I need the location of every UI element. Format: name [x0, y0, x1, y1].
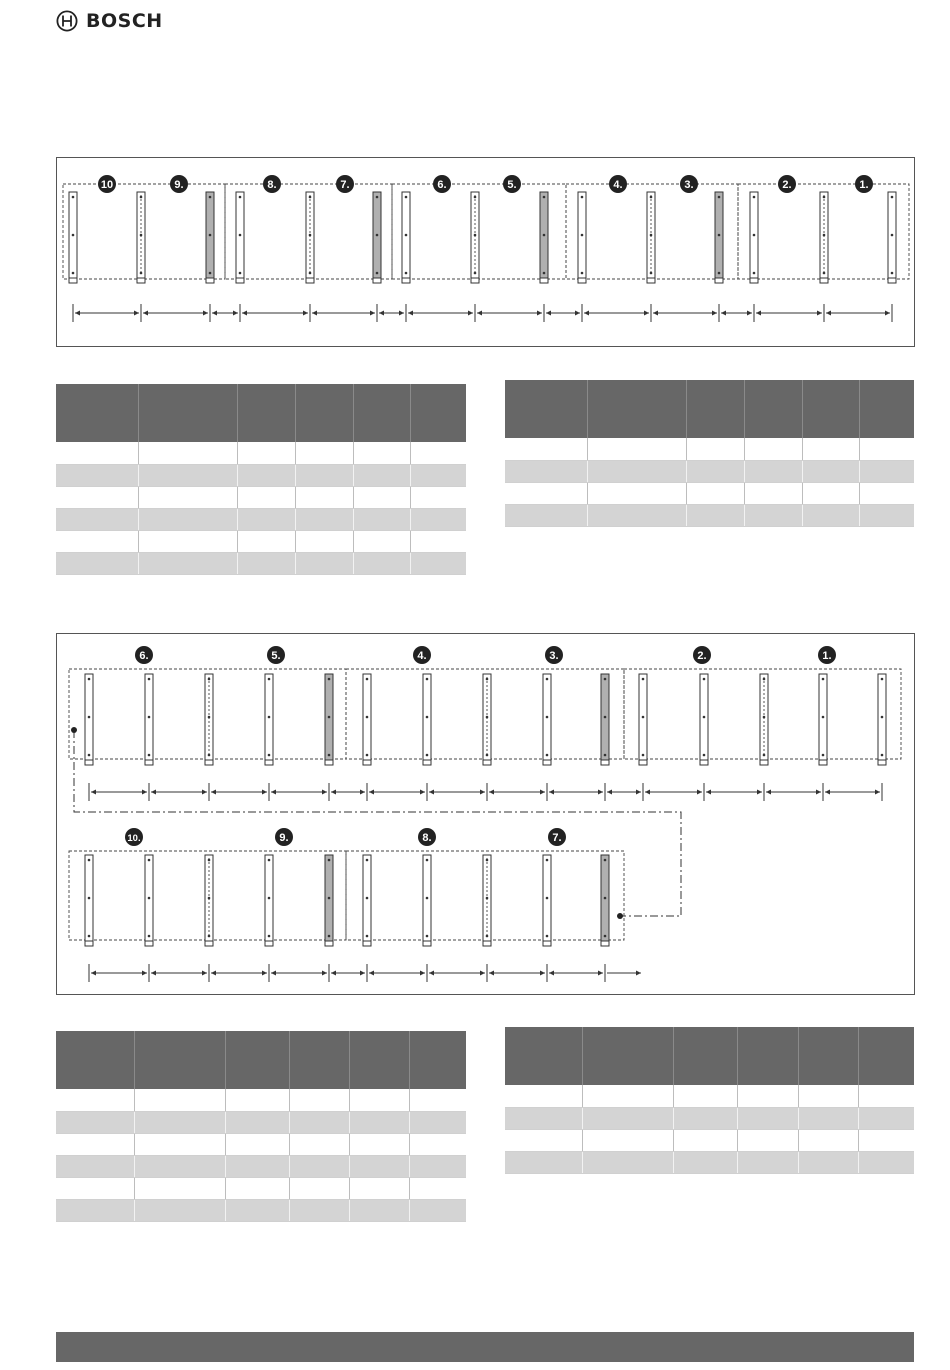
panel — [715, 192, 723, 283]
arrow-head — [143, 311, 148, 316]
table-row — [505, 1129, 914, 1151]
arrow-head — [645, 790, 650, 795]
step-marker-label: 8. — [267, 179, 277, 191]
panel — [363, 855, 371, 946]
table-row — [56, 530, 466, 552]
arrow-head — [420, 971, 425, 976]
table-row — [505, 1107, 914, 1129]
panel — [265, 855, 273, 946]
arrow-head — [537, 311, 542, 316]
arrow-head — [91, 971, 96, 976]
step-marker-label: 7. — [552, 832, 562, 844]
brand-logo — [56, 8, 163, 34]
arrow-head — [203, 311, 208, 316]
arrow-head — [477, 311, 482, 316]
table-row — [56, 1177, 466, 1199]
arrow-head — [549, 790, 554, 795]
step-marker-label: 2. — [697, 650, 707, 662]
connection-path — [74, 730, 681, 916]
arrow-head — [271, 971, 276, 976]
panel — [483, 674, 491, 765]
table-header-row — [505, 380, 914, 438]
panel — [578, 192, 586, 283]
panel — [325, 855, 333, 946]
arrow-head — [540, 971, 545, 976]
panel — [85, 674, 93, 765]
table-row — [56, 1133, 466, 1155]
table-row — [56, 508, 466, 530]
arrow-head — [262, 971, 267, 976]
panel — [145, 855, 153, 946]
panel — [423, 855, 431, 946]
panel — [471, 192, 479, 283]
step-marker-label: 3. — [549, 650, 559, 662]
arrow-head — [370, 311, 375, 316]
arrow-head — [211, 790, 216, 795]
table-row — [56, 442, 466, 464]
arrow-head — [142, 971, 147, 976]
arrow-head — [369, 790, 374, 795]
table-row — [505, 1151, 914, 1173]
panel — [543, 674, 551, 765]
panel — [402, 192, 410, 283]
panel — [137, 192, 145, 283]
step-marker-label: 9. — [279, 832, 289, 844]
arrow-head — [211, 971, 216, 976]
panel — [363, 674, 371, 765]
panel — [236, 192, 244, 283]
panel — [647, 192, 655, 283]
arrow-head — [636, 790, 641, 795]
arrow-head — [202, 790, 207, 795]
installation-diagram-two-rows — [56, 633, 915, 995]
step-marker-label: 4. — [417, 650, 427, 662]
panel — [373, 192, 381, 283]
arrow-head — [360, 790, 365, 795]
arrow-head — [134, 311, 139, 316]
arrow-head — [480, 971, 485, 976]
arrow-head — [489, 971, 494, 976]
step-marker-label: 8. — [422, 832, 432, 844]
step-marker-label: 9. — [174, 179, 184, 191]
arrow-head — [598, 971, 603, 976]
arrow-head — [653, 311, 658, 316]
step-marker-label: 3. — [684, 179, 694, 191]
arrow-head — [142, 790, 147, 795]
diagram-canvas-1 — [57, 158, 914, 346]
table-row — [505, 1085, 914, 1107]
arrow-head — [584, 311, 589, 316]
arrow-head — [91, 790, 96, 795]
step-marker-label: 6. — [437, 179, 447, 191]
table-row — [56, 1155, 466, 1177]
step-marker-label: 10. — [127, 833, 141, 844]
arrow-head — [420, 790, 425, 795]
arrow-head — [399, 311, 404, 316]
panel — [423, 674, 431, 765]
panel — [888, 192, 896, 283]
panel — [206, 192, 214, 283]
table-header-row — [505, 1027, 914, 1085]
panel — [205, 855, 213, 946]
arrow-head — [75, 311, 80, 316]
bosch-armature-icon — [56, 10, 78, 32]
arrow-head — [489, 790, 494, 795]
table-row — [56, 1111, 466, 1133]
arrow-head — [303, 311, 308, 316]
arrow-head — [331, 971, 336, 976]
arrow-head — [369, 971, 374, 976]
table-header-row — [56, 384, 466, 442]
table-row — [505, 482, 914, 504]
installation-diagram-single-row — [56, 157, 915, 347]
arrow-head — [468, 311, 473, 316]
arrow-head — [331, 790, 336, 795]
arrow-head — [262, 790, 267, 795]
panel — [145, 674, 153, 765]
arrow-head — [697, 790, 702, 795]
table-row — [56, 552, 466, 574]
panel — [325, 674, 333, 765]
step-marker-label: 1. — [859, 179, 869, 191]
step-marker-label: 6. — [139, 650, 149, 662]
diagram-canvas-2 — [57, 634, 914, 994]
panel — [69, 192, 77, 283]
arrow-head — [816, 790, 821, 795]
panel — [540, 192, 548, 283]
arrow-head — [379, 311, 384, 316]
connection-point — [617, 913, 623, 919]
arrow-head — [546, 311, 551, 316]
brand-name: BOSCH — [86, 10, 163, 32]
connection-point — [71, 727, 77, 733]
panel — [878, 674, 886, 765]
arrow-head — [825, 790, 830, 795]
arrow-head — [756, 311, 761, 316]
arrow-head — [151, 790, 156, 795]
arrow-head — [549, 971, 554, 976]
panel — [543, 855, 551, 946]
spec-table-1 — [56, 384, 466, 575]
arrow-head — [151, 971, 156, 976]
arrow-head — [607, 790, 612, 795]
arrow-head — [202, 971, 207, 976]
arrow-head — [826, 311, 831, 316]
arrow-head — [429, 971, 434, 976]
panel — [601, 674, 609, 765]
step-marker-label: 1. — [822, 650, 832, 662]
panel — [205, 674, 213, 765]
footer-bar — [56, 1332, 914, 1362]
arrow-head — [721, 311, 726, 316]
panel — [760, 674, 768, 765]
table-row — [56, 1199, 466, 1221]
panel — [306, 192, 314, 283]
panel — [750, 192, 758, 283]
table-header-row — [56, 1031, 466, 1089]
arrow-head — [429, 790, 434, 795]
panel — [819, 674, 827, 765]
step-marker-label: 5. — [271, 650, 281, 662]
arrow-head — [747, 311, 752, 316]
panel — [601, 855, 609, 946]
panel — [483, 855, 491, 946]
table-row — [505, 504, 914, 526]
step-marker-label: 2. — [782, 179, 792, 191]
spec-table-2 — [505, 380, 914, 527]
arrow-head — [322, 790, 327, 795]
arrow-head — [636, 971, 641, 976]
arrow-head — [212, 311, 217, 316]
arrow-head — [233, 311, 238, 316]
arrow-head — [875, 790, 880, 795]
arrow-head — [766, 790, 771, 795]
arrow-head — [242, 311, 247, 316]
arrow-head — [706, 790, 711, 795]
panel — [820, 192, 828, 283]
arrow-head — [817, 311, 822, 316]
panel — [700, 674, 708, 765]
arrow-head — [644, 311, 649, 316]
table-row — [56, 464, 466, 486]
step-marker-label: 4. — [613, 179, 623, 191]
arrow-head — [712, 311, 717, 316]
arrow-head — [757, 790, 762, 795]
step-marker-label: 5. — [507, 179, 517, 191]
panel — [265, 674, 273, 765]
table-row — [56, 486, 466, 508]
table-row — [505, 460, 914, 482]
arrow-head — [598, 790, 603, 795]
arrow-head — [480, 790, 485, 795]
panel — [639, 674, 647, 765]
arrow-head — [885, 311, 890, 316]
panel — [85, 855, 93, 946]
table-row — [56, 1089, 466, 1111]
arrow-head — [322, 971, 327, 976]
arrow-head — [540, 790, 545, 795]
arrow-head — [408, 311, 413, 316]
arrow-head — [312, 311, 317, 316]
table-row — [505, 438, 914, 460]
spec-table-4 — [505, 1027, 914, 1174]
step-marker-label: 7. — [340, 179, 350, 191]
step-marker-label: 10 — [100, 179, 114, 191]
arrow-head — [360, 971, 365, 976]
arrow-head — [575, 311, 580, 316]
spec-table-3 — [56, 1031, 466, 1222]
arrow-head — [271, 790, 276, 795]
